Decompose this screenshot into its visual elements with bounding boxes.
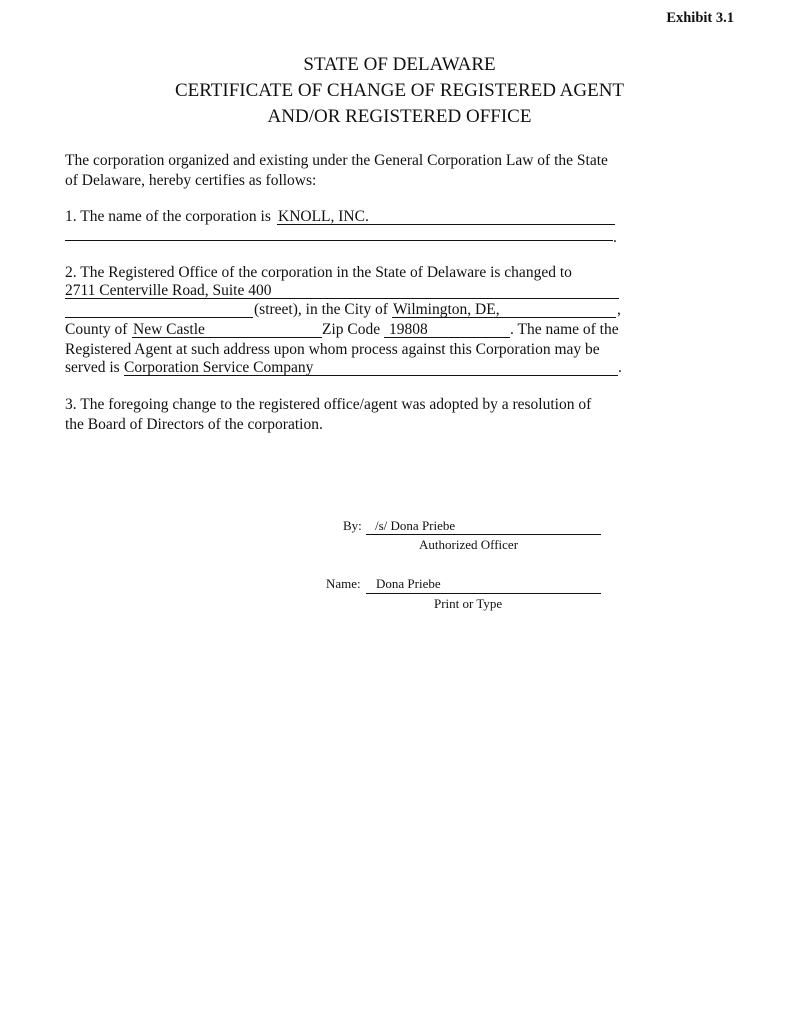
print-or-type-caption: Print or Type — [434, 596, 503, 611]
authorized-officer-caption: Authorized Officer — [419, 537, 519, 552]
item1-underline-2 — [65, 224, 613, 241]
after-zip-text: . The name of the — [510, 321, 619, 338]
street-underline-2 — [65, 299, 253, 318]
zip-value: 19808 — [389, 321, 428, 338]
printed-name-value: Dona Priebe — [376, 576, 441, 591]
by-label: By: — [343, 518, 362, 533]
item3-line-2: the Board of Directors of the corporation. — [65, 416, 323, 433]
item1-label: 1. The name of the corporation is — [65, 208, 271, 225]
item3-line-1: 3. The foregoing change to the registered office/agent was adopted by a resolution of — [65, 396, 592, 413]
item1-period: . — [613, 229, 617, 246]
county-value: New Castle — [133, 321, 205, 338]
corporation-name: KNOLL, INC. — [278, 208, 369, 225]
county-label: County of — [65, 321, 128, 338]
agent-value: Corporation Service Company — [124, 359, 314, 376]
zip-label: Zip Code — [322, 321, 381, 338]
name-line — [366, 579, 601, 594]
street-value: 2711 Centerville Road, Suite 400 — [65, 282, 272, 299]
exhibit-label: Exhibit 3.1 — [666, 10, 734, 26]
city-value: Wilmington, DE, — [393, 301, 500, 318]
intro-line-1: The corporation organized and existing under the General Corporation Law of the State — [65, 152, 608, 169]
intro-line-2: of Delaware, hereby certifies as follows: — [65, 172, 317, 189]
item2-line-5: Registered Agent at such address upon whom process against this Corporation may be — [65, 341, 600, 358]
street-label: (street), in the City of — [254, 301, 388, 318]
signature-line — [366, 520, 601, 535]
title-office: AND/OR REGISTERED OFFICE — [267, 106, 532, 127]
name-label: Name: — [326, 576, 361, 591]
served-label: served is — [65, 359, 120, 376]
title-state: STATE OF DELAWARE — [303, 54, 496, 75]
title-certificate: CERTIFICATE OF CHANGE OF REGISTERED AGENT — [174, 80, 625, 101]
agent-period: . — [618, 359, 622, 376]
signature-value: /s/ Dona Priebe — [375, 518, 456, 533]
city-comma: , — [617, 301, 621, 318]
item2-line-1: 2. The Registered Office of the corporation in the State of Delaware is changed to — [65, 264, 572, 281]
